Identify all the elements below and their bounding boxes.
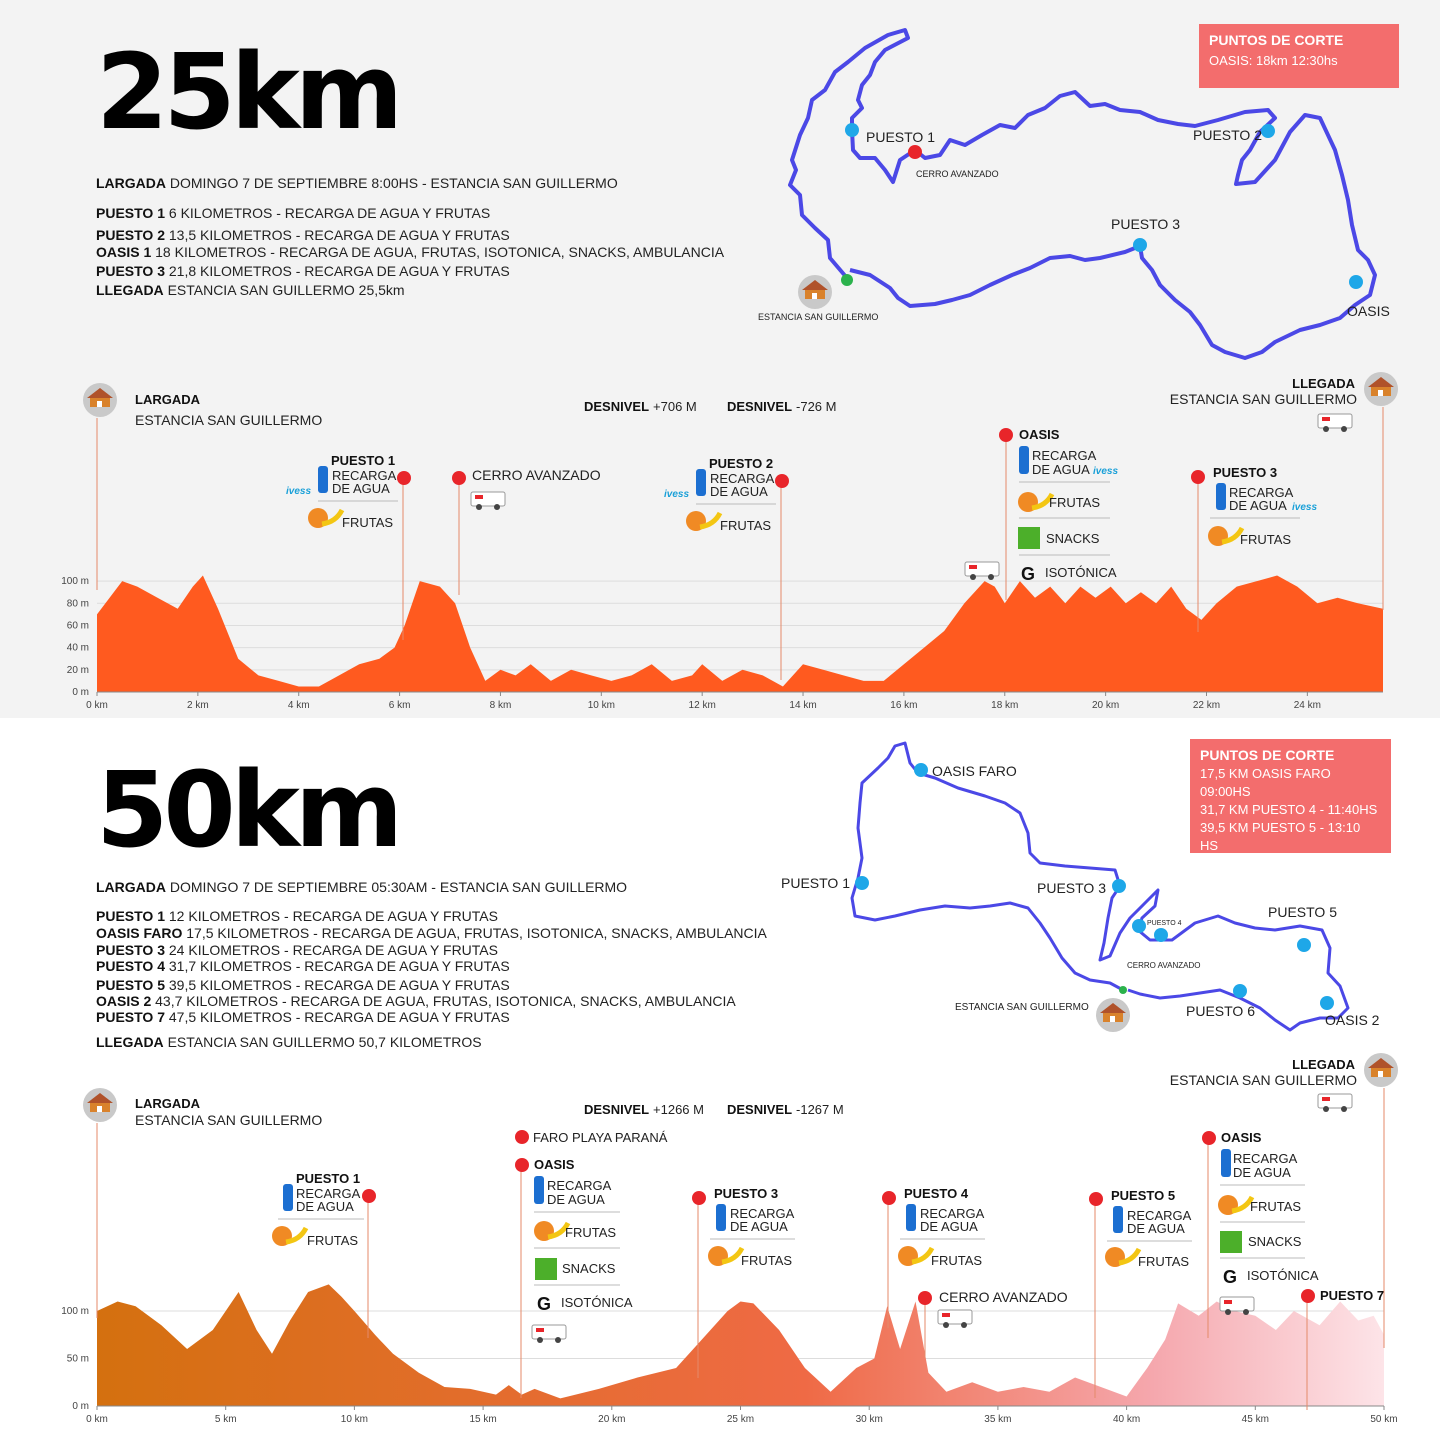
cutoff-line: 43,7 KM OASIS 2 - 14:00 HS: [1200, 856, 1369, 871]
brand-logo: ivess: [1292, 502, 1318, 513]
y-tick-label: 0 m: [72, 1401, 89, 1412]
water-label: RECARGA: [920, 1206, 985, 1221]
water-bottle-icon: [696, 469, 706, 496]
snacks-icon: [1018, 527, 1040, 549]
station-label: PUESTO 4: [96, 958, 165, 974]
race-title-25: 25km: [96, 31, 399, 153]
fruit-icon: [1208, 526, 1242, 546]
x-tick-label: 20 km: [598, 1414, 626, 1425]
x-tick-label: 50 km: [1370, 1414, 1398, 1425]
water-bottle-icon: [283, 1184, 293, 1211]
x-tick-label: 14 km: [789, 700, 817, 711]
y-tick-label: 60 m: [66, 620, 89, 632]
fruit-icon: [1018, 492, 1052, 512]
puesto-1-pin: [855, 876, 869, 890]
station-text: 31,7 KILOMETROS - RECARGA DE AGUA Y FRUTAS: [168, 958, 510, 974]
cerro-pin: [908, 145, 922, 159]
x-tick-label: 4 km: [287, 700, 310, 711]
cutoff-line: OASIS: 18km 12:30hs: [1209, 53, 1338, 68]
water-label: RECARGA: [730, 1206, 795, 1221]
graphics-50: [0, 718, 1440, 1440]
start-text: DOMINGO 7 DE SEPTIEMBRE 8:00HS - ESTANCIA SAN GUILLERMO: [169, 175, 618, 191]
x-tick-label: 0 km: [86, 1414, 108, 1425]
marker-title: PUESTO 1: [296, 1171, 361, 1186]
fruit-label: FRUTAS: [931, 1253, 983, 1268]
fruit-label: FRUTAS: [565, 1225, 617, 1240]
x-tick-label: 30 km: [855, 1414, 883, 1425]
isotonic-label: ISOTÓNICA: [1247, 1268, 1319, 1283]
snacks-label: SNACKS: [562, 1261, 616, 1276]
snacks-label: SNACKS: [1046, 531, 1100, 546]
cutoff-title: PUNTOS DE CORTE: [1200, 747, 1335, 763]
water-label: RECARGA: [332, 468, 397, 483]
start-label: LARGADA: [96, 879, 166, 895]
house-icon: [1096, 998, 1130, 1032]
elevation-loss: DESNIVEL -726 M: [727, 399, 837, 414]
marker-title: OASIS: [534, 1157, 575, 1172]
panel-25km: [0, 0, 1440, 718]
x-tick-label: 10 km: [340, 1414, 369, 1425]
ambulance-icon: [938, 1310, 972, 1328]
map-label-p1: PUESTO 1: [866, 129, 935, 145]
water-label: RECARGA: [1229, 485, 1294, 500]
y-tick-label: 80 m: [66, 598, 89, 610]
y-tick-label: 20 m: [66, 664, 89, 676]
brand-logo: ivess: [1093, 466, 1119, 477]
station-text: 21,8 KILOMETROS - RECARGA DE AGUA Y FRUTAS: [168, 263, 510, 279]
water-label: RECARGA: [547, 1178, 612, 1193]
map-label-cerro: CERRO AVANZADO: [916, 169, 999, 179]
house-icon: [798, 275, 832, 309]
isotonic-label: ISOTÓNICA: [1045, 565, 1117, 580]
station-label: PUESTO 1: [96, 908, 165, 924]
fruit-icon: [534, 1221, 568, 1241]
marker-cerro-avanzado: [452, 467, 601, 595]
water-bottle-icon: [1019, 446, 1029, 474]
station-text: 6 KILOMETROS - RECARGA DE AGUA Y FRUTAS: [168, 205, 491, 221]
fruit-label: FRUTAS: [1138, 1254, 1190, 1269]
fruit-label: FRUTAS: [1049, 495, 1101, 510]
y-tick-label: 100 m: [61, 576, 89, 588]
station-label: PUESTO 7: [96, 1009, 165, 1025]
map-label-p3: PUESTO 3: [1111, 216, 1180, 232]
station-text: 18 KILOMETROS - RECARGA DE AGUA, FRUTAS, ISOTONICA, SNACKS, AMBULANCIA: [155, 244, 725, 260]
cutoff-line: 39,5 KM PUESTO 5 - 13:10 HS: [1200, 820, 1361, 853]
map-label-oasis: OASIS: [1347, 303, 1390, 319]
finish-label: LLEGADA: [96, 1034, 164, 1050]
isotonic-icon: G: [1223, 1267, 1238, 1287]
water-label: DE AGUA: [920, 1219, 978, 1234]
ambulance-icon: [471, 492, 505, 510]
fruit-label: FRUTAS: [720, 518, 772, 533]
water-label: DE AGUA: [1127, 1221, 1185, 1236]
water-label: DE AGUA: [332, 481, 390, 496]
puesto-4-pin: [1132, 919, 1146, 933]
x-tick-label: 40 km: [1112, 1414, 1141, 1425]
puesto-3-pin: [1112, 879, 1126, 893]
brand-logo: ivess: [664, 489, 690, 500]
fruit-label: FRUTAS: [307, 1233, 359, 1248]
marker-title: OASIS: [1019, 427, 1060, 442]
ambulance-icon: [965, 562, 999, 580]
map-label-p3: PUESTO 3: [1037, 880, 1106, 896]
water-bottle-icon: [1221, 1149, 1231, 1177]
isotonic-label: ISOTÓNICA: [561, 1295, 633, 1310]
water-bottle-icon: [318, 466, 328, 493]
station-text: 13,5 KILOMETROS - RECARGA DE AGUA Y FRUTAS: [168, 227, 510, 243]
ambulance-icon: [1318, 414, 1352, 432]
water-label: RECARGA: [1127, 1208, 1192, 1223]
y-tick-label: 0 m: [72, 687, 89, 698]
x-tick-label: 6 km: [388, 700, 411, 711]
x-tick-label: 2 km: [187, 700, 209, 711]
route-map-25: [758, 30, 1390, 358]
map-label-p5: PUESTO 5: [1268, 904, 1337, 920]
water-bottle-icon: [1113, 1206, 1123, 1233]
elevation-area: [97, 1284, 1384, 1406]
marker-puesto-4: [882, 1186, 985, 1328]
water-label: DE AGUA: [1229, 498, 1287, 513]
ambulance-icon: [1318, 1094, 1352, 1112]
profile-finish-sub: ESTANCIA SAN GUILLERMO: [1169, 1072, 1357, 1088]
oasis-faro-pin: [914, 763, 928, 777]
fruit-label: FRUTAS: [342, 515, 394, 530]
x-tick-label: 25 km: [726, 1414, 755, 1425]
station-text: 17,5 KILOMETROS - RECARGA DE AGUA, FRUTAS, ISOTONICA, SNACKS, AMBULANCIA: [186, 925, 767, 941]
marker-puesto-2: [664, 456, 789, 680]
puesto-2-pin: [1261, 124, 1275, 138]
route-line: [790, 30, 1375, 358]
isotonic-icon: G: [1021, 564, 1036, 584]
puesto-6-pin: [1233, 984, 1247, 998]
elevation-profile-50: [61, 1284, 1397, 1425]
x-tick-label: 15 km: [469, 1414, 497, 1425]
water-bottle-icon: [1216, 483, 1226, 510]
station-text: 47,5 KILOMETROS - RECARGA DE AGUA Y FRUTAS: [168, 1009, 510, 1025]
fruit-icon: [898, 1246, 932, 1266]
elevation-gain: DESNIVEL +706 M: [584, 399, 697, 414]
x-tick-label: 0 km: [86, 700, 108, 711]
route-map-50: [781, 743, 1380, 1032]
marker-title: OASIS: [1221, 1130, 1262, 1145]
profile-finish-title: LLEGADA: [1292, 1057, 1355, 1072]
panel-50km: [0, 718, 1440, 1440]
station-text: 39,5 KILOMETROS - RECARGA DE AGUA Y FRUTAS: [168, 977, 510, 993]
elevation-gain: DESNIVEL +1266 M: [584, 1102, 704, 1117]
x-tick-label: 18 km: [991, 700, 1019, 711]
elevation-loss: DESNIVEL -1267 M: [727, 1102, 844, 1117]
water-label: RECARGA: [1233, 1151, 1298, 1166]
elevation-area: [97, 576, 1383, 693]
ambulance-icon: [532, 1325, 566, 1343]
marker-title: FARO PLAYA PARANÁ: [533, 1130, 668, 1145]
marker-oasis-2: [1202, 1130, 1319, 1338]
map-label-p1: PUESTO 1: [781, 875, 850, 891]
map-label-faro: OASIS FARO: [932, 763, 1017, 779]
snacks-label: SNACKS: [1248, 1234, 1302, 1249]
station-label: OASIS 2: [96, 993, 152, 1009]
fruit-icon: [708, 1246, 742, 1266]
water-label: RECARGA: [296, 1186, 361, 1201]
station-label: LLEGADA: [96, 282, 164, 298]
isotonic-icon: G: [537, 1294, 552, 1314]
brand-logo: ivess: [286, 486, 312, 497]
house-icon: [83, 1088, 117, 1122]
x-tick-label: 10 km: [587, 700, 615, 711]
marker-title: PUESTO 7: [1320, 1288, 1385, 1303]
y-tick-label: 40 m: [66, 642, 89, 654]
station-label: PUESTO 5: [96, 977, 165, 993]
race-title-50: 50km: [96, 749, 399, 871]
graphics-25: [0, 0, 1440, 718]
profile-start-title: LARGADA: [135, 1096, 200, 1111]
puesto-5-pin: [1297, 938, 1311, 952]
fruit-label: FRUTAS: [1250, 1199, 1302, 1214]
marker-title: PUESTO 3: [714, 1186, 779, 1201]
fruit-icon: [686, 511, 720, 531]
station-label: OASIS 1: [96, 244, 152, 260]
snacks-icon: [1220, 1231, 1242, 1253]
map-label-p2: PUESTO 2: [1193, 127, 1262, 143]
station-text: 24 KILOMETROS - RECARGA DE AGUA Y FRUTAS: [168, 942, 498, 958]
fruit-label: FRUTAS: [741, 1253, 793, 1268]
snacks-icon: [535, 1258, 557, 1280]
x-tick-label: 5 km: [214, 1414, 237, 1425]
station-text: ESTANCIA SAN GUILLERMO 25,5km: [167, 282, 405, 298]
oasis-2-pin: [1320, 996, 1334, 1010]
start-dot: [841, 274, 853, 286]
fruit-icon: [1105, 1247, 1139, 1267]
x-tick-label: 22 km: [1192, 700, 1221, 711]
house-icon: [1364, 372, 1398, 406]
x-tick-label: 45 km: [1241, 1414, 1269, 1425]
water-label: DE AGUA: [710, 484, 768, 499]
x-tick-label: 20 km: [1092, 700, 1120, 711]
water-label: DE AGUA: [730, 1219, 788, 1234]
map-label-oasis2: OASIS 2: [1325, 1012, 1380, 1028]
station-label: PUESTO 3: [96, 263, 165, 279]
marker-oasis-faro: [515, 1157, 633, 1398]
profile-finish-sub: ESTANCIA SAN GUILLERMO: [1169, 391, 1357, 407]
fruit-icon: [308, 508, 342, 528]
water-label: DE AGUA: [547, 1192, 605, 1207]
marker-title: PUESTO 4: [904, 1186, 969, 1201]
water-bottle-icon: [906, 1204, 916, 1231]
x-tick-label: 35 km: [984, 1414, 1012, 1425]
water-label: RECARGA: [1032, 448, 1097, 463]
finish-text: ESTANCIA SAN GUILLERMO 50,7 KILOMETROS: [167, 1034, 482, 1050]
water-label: DE AGUA: [1233, 1165, 1291, 1180]
station-label: PUESTO 2: [96, 227, 165, 243]
cerro-pin: [1154, 928, 1168, 942]
map-label-estancia: ESTANCIA SAN GUILLERMO: [955, 1002, 1089, 1013]
water-label: DE AGUA: [1032, 462, 1090, 477]
map-label-p4: PUESTO 4: [1147, 920, 1182, 927]
marker-oasis: [965, 427, 1118, 600]
profile-start-sub: ESTANCIA SAN GUILLERMO: [135, 412, 323, 428]
x-tick-label: 12 km: [688, 700, 716, 711]
map-label-cerro: CERRO AVANZADO: [1127, 961, 1201, 970]
start-dot: [1119, 986, 1127, 994]
map-label-estancia: ESTANCIA SAN GUILLERMO: [758, 312, 879, 322]
start-text: DOMINGO 7 DE SEPTIEMBRE 05:30AM - ESTANCIA SAN GUILLERMO: [169, 879, 628, 895]
puesto-3-pin: [1133, 238, 1147, 252]
fruit-icon: [272, 1226, 306, 1246]
marker-title: PUESTO 2: [709, 456, 774, 471]
y-tick-label: 100 m: [61, 1306, 89, 1317]
water-label: RECARGA: [710, 471, 775, 486]
station-text: 12 KILOMETROS - RECARGA DE AGUA Y FRUTAS: [168, 908, 498, 924]
marker-title: CERRO AVANZADO: [939, 1289, 1068, 1305]
fruit-label: FRUTAS: [1240, 532, 1292, 547]
puesto-1-pin: [845, 123, 859, 137]
house-icon: [1364, 1053, 1398, 1087]
station-label: OASIS FARO: [96, 925, 183, 941]
marker-cerro-avanzado: [918, 1289, 1068, 1358]
marker-title: PUESTO 5: [1111, 1188, 1176, 1203]
profile-start-sub: ESTANCIA SAN GUILLERMO: [135, 1112, 323, 1128]
marker-puesto-1: [286, 453, 411, 640]
station-label: PUESTO 1: [96, 205, 165, 221]
cutoff-line: 31,7 KM PUESTO 4 - 11:40HS: [1200, 802, 1378, 817]
water-bottle-icon: [534, 1176, 544, 1204]
oasis-pin: [1349, 275, 1363, 289]
marker-title: PUESTO 1: [331, 453, 396, 468]
elevation-profile-25: [61, 576, 1383, 712]
water-bottle-icon: [716, 1204, 726, 1231]
start-label: LARGADA: [96, 175, 166, 191]
cutoff-line: 17,5 KM OASIS FARO 09:00HS: [1200, 766, 1331, 799]
station-text: 43,7 KILOMETROS - RECARGA DE AGUA, FRUTAS, ISOTONICA, SNACKS, AMBULANCIA: [155, 993, 736, 1009]
cutoff-title: PUNTOS DE CORTE: [1209, 32, 1344, 48]
profile-start-title: LARGADA: [135, 392, 200, 407]
x-tick-label: 24 km: [1293, 700, 1321, 711]
profile-finish-title: LLEGADA: [1292, 376, 1355, 391]
marker-title: CERRO AVANZADO: [472, 467, 601, 483]
y-tick-label: 50 m: [66, 1353, 89, 1365]
station-label: PUESTO 3: [96, 942, 165, 958]
x-tick-label: 8 km: [489, 700, 512, 711]
water-label: DE AGUA: [296, 1199, 354, 1214]
map-label-p6: PUESTO 6: [1186, 1003, 1255, 1019]
x-tick-label: 16 km: [890, 700, 918, 711]
marker-title: PUESTO 3: [1213, 465, 1278, 480]
house-icon: [83, 383, 117, 417]
fruit-icon: [1218, 1195, 1252, 1215]
marker-faro: [515, 1130, 668, 1145]
